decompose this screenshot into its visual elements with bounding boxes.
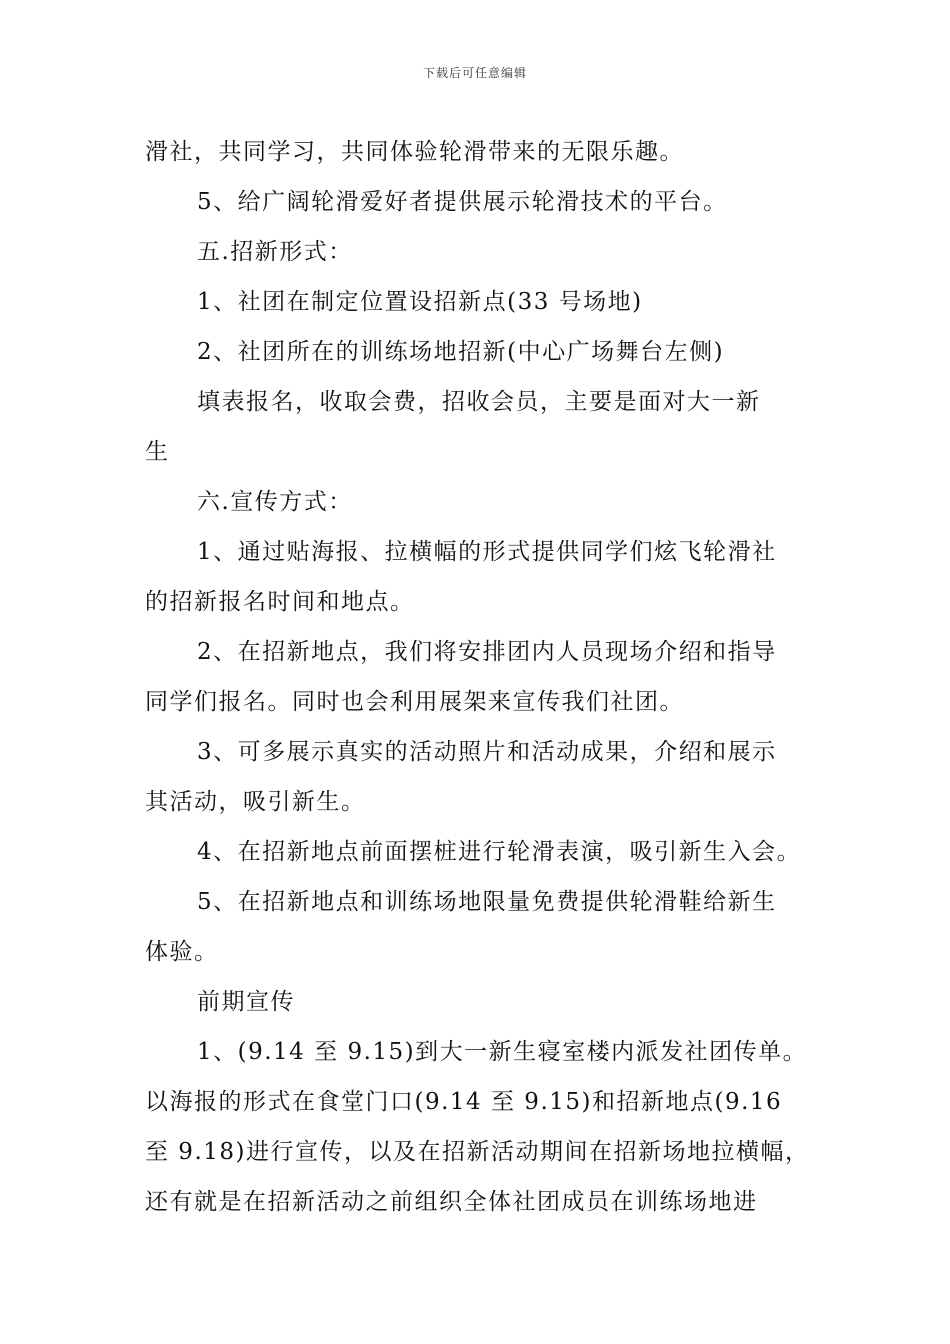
list-item-continuation: 以海报的形式在食堂门口(9.14 至 9.15)和招新地点(9.16	[145, 1089, 783, 1115]
text-line: 滑社，共同学习，共同体验轮滑带来的无限乐趣。	[145, 139, 684, 165]
list-item-continuation: 还有就是在招新活动之前组织全体社团成员在训练场地进	[145, 1189, 758, 1215]
section-heading: 五.招新形式：	[197, 239, 353, 265]
list-item: 1、通过贴海报、拉横幅的形式提供同学们炫飞轮滑社	[197, 539, 777, 565]
list-item-continuation: 至 9.18)进行宣传，以及在招新活动期间在招新场地拉横幅，	[145, 1139, 810, 1165]
paragraph-line: 填表报名，收取会费，招收会员，主要是面对大一新	[197, 389, 761, 415]
section-heading: 前期宣传	[197, 989, 295, 1015]
list-item: 5、给广阔轮滑爱好者提供展示轮滑技术的平台。	[197, 189, 728, 215]
list-item: 5、在招新地点和训练场地限量免费提供轮滑鞋给新生	[197, 889, 777, 915]
list-item: 1、(9.14 至 9.15)到大一新生寝室楼内派发社团传单。	[197, 1039, 808, 1065]
paragraph-line: 生	[145, 439, 170, 465]
list-item: 2、在招新地点，我们将安排团内人员现场介绍和指导	[197, 639, 777, 665]
document-body	[145, 127, 810, 1227]
list-item: 2、社团所在的训练场地招新(中心广场舞台左侧)	[197, 339, 725, 365]
list-item-continuation: 的招新报名时间和地点。	[145, 589, 415, 615]
list-item: 3、可多展示真实的活动照片和活动成果，介绍和展示	[197, 739, 777, 765]
section-heading: 六.宣传方式：	[197, 489, 353, 515]
page-header: 下载后可任意编辑	[422, 66, 527, 80]
list-item: 4、在招新地点前面摆桩进行轮滑表演，吸引新生入会。	[197, 839, 802, 865]
list-item-continuation: 同学们报名。同时也会利用展架来宣传我们社团。	[145, 689, 684, 715]
list-item-continuation: 其活动，吸引新生。	[145, 789, 366, 815]
list-item: 1、社团在制定位置设招新点(33 号场地)	[197, 289, 643, 315]
list-item-continuation: 体验。	[145, 939, 219, 965]
